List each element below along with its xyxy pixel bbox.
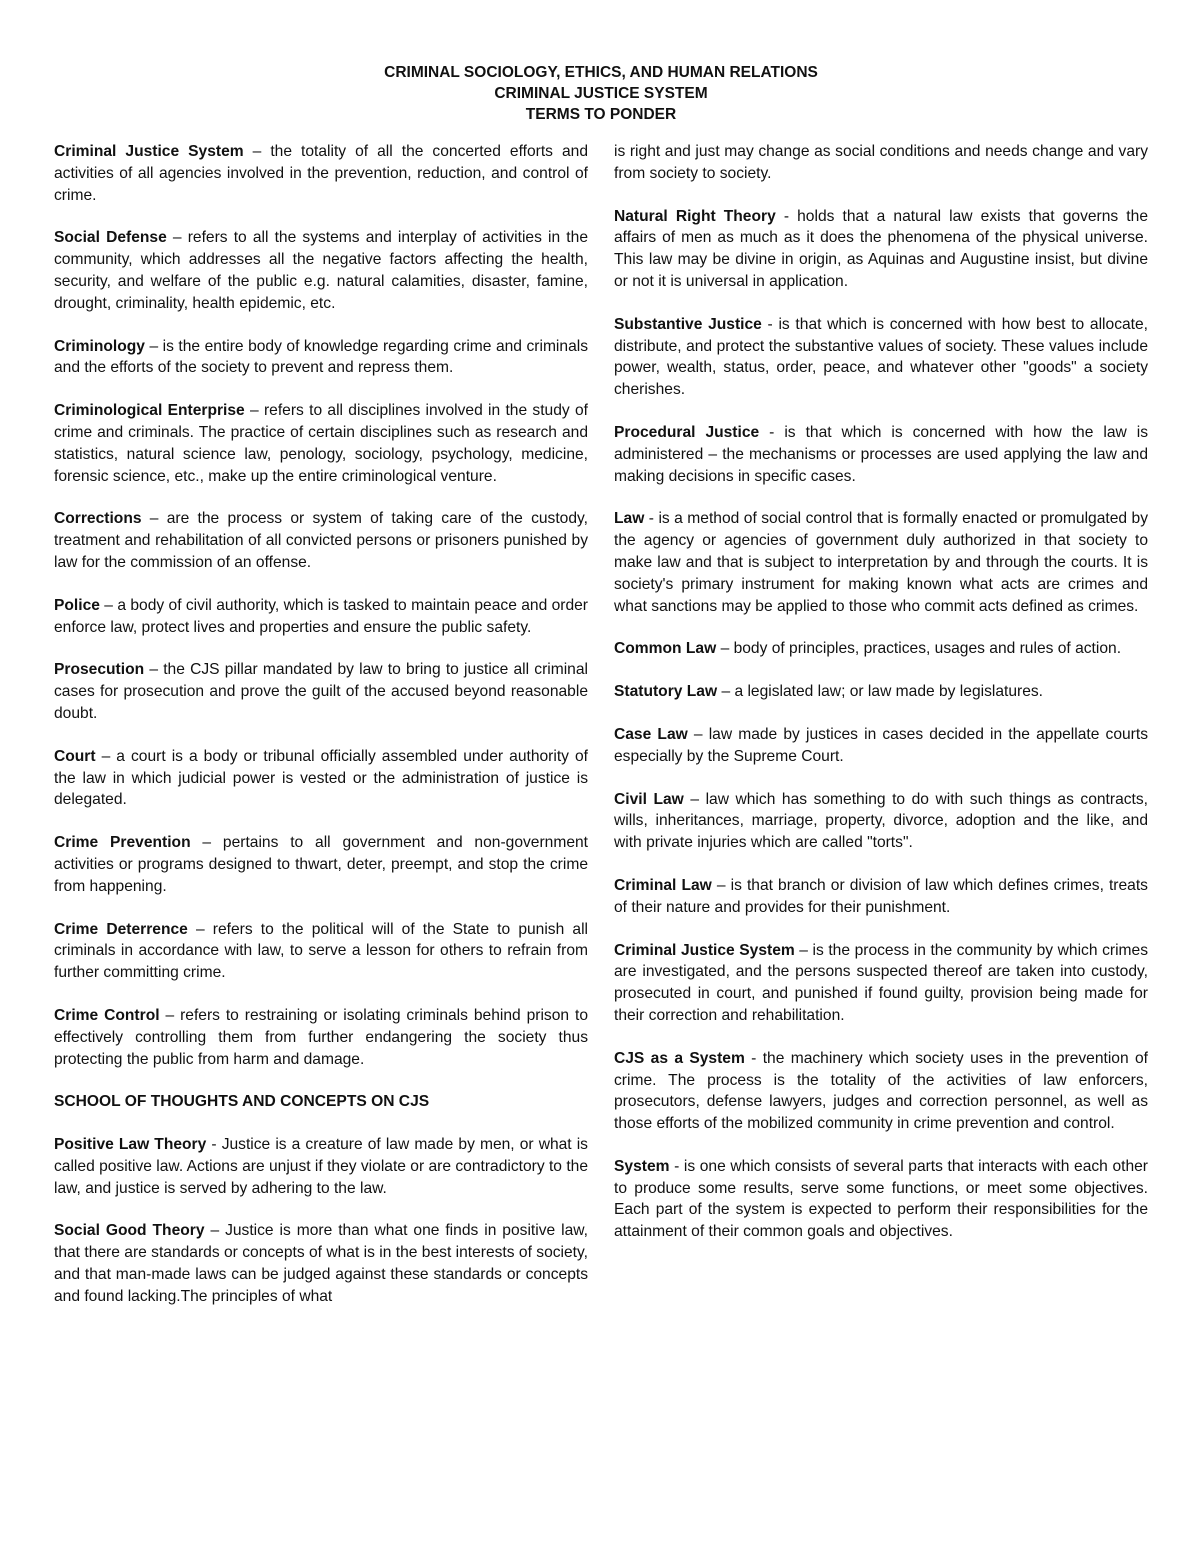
course-title: CRIMINAL SOCIOLOGY, ETHICS, AND HUMAN RELATIONS <box>384 64 818 81</box>
term-definition: - is that which is concerned with how best to allocate, distribute, and protect the substantive values of society. These values include power, wealth, status, order, peace, and whatever other "goods" a society cherishes. <box>614 315 1148 399</box>
definition-entry <box>614 206 1148 293</box>
term-name: Police <box>54 596 100 614</box>
term-name: Statutory Law <box>614 683 718 701</box>
definition-entry <box>54 595 588 639</box>
term-name: Social Good Theory <box>54 1222 205 1240</box>
term-name: Corrections <box>54 510 142 528</box>
term-name: Criminology <box>54 337 145 355</box>
definition-entry <box>54 141 588 206</box>
term-name: Social Defense <box>54 229 167 247</box>
term-definition: – a body of civil authority, which is tasked to maintain peace and order enforce law, protect lives and properties and ensure the public safety. <box>54 596 588 636</box>
term-name: Case Law <box>614 725 688 743</box>
definition-entry <box>614 422 1148 487</box>
definition-entry <box>54 1134 588 1199</box>
definition-entry <box>54 508 588 573</box>
term-definition: - is one which consists of several parts that interacts with each other to produce some results, serve some functions, or meet some objectives. Each part of the system is expected to perform their responsibilities for the attainment of their common goals and objectives. <box>614 1157 1148 1241</box>
term-name: Crime Prevention <box>54 834 191 852</box>
document-header <box>54 62 1148 125</box>
term-definition: – the totality of all the concerted efforts and activities of all agencies involved in the prevention, reduction, and control of crime. <box>54 143 588 204</box>
term-name: Civil Law <box>614 790 684 808</box>
term-definition: – is the process in the community by which crimes are investigated, and the persons suspected thereof are taken into custody, prosecuted in court, and punished if found guilty, provision being made for their correction and rehabilitation. <box>614 941 1148 1024</box>
term-definition: – refers to all the systems and interplay of activities in the community, which addresses all the negative factors affecting the health, security, and welfare of the public e.g. natural calamities, disaster, famine, drought, criminality, health epidemic, etc. <box>54 229 588 312</box>
definition-entry <box>614 875 1148 919</box>
term-definition: – pertains to all government and non-government activities or programs designed to thwart, deter, preempt, and stop the crime from happening. <box>54 834 588 895</box>
term-definition: – the CJS pillar mandated by law to bring to justice all criminal cases for prosecution and prove the guilt of the accused beyond reasonable doubt. <box>54 661 588 722</box>
definition-entry <box>54 1220 588 1307</box>
term-definition: – a court is a body or tribunal officially assembled under authority of the law in which judicial power is vested or the administration of justice is delegated. <box>54 747 588 809</box>
term-name: Criminological Enterprise <box>54 402 245 420</box>
definition-entry <box>614 638 1148 660</box>
term-definition: – law which has something to do with such things as contracts, wills, inheritances, marriage, property, divorce, adoption and the like, and with private injuries which are called "torts". <box>614 790 1149 852</box>
definition-entry <box>614 314 1148 401</box>
section-heading: SCHOOL OF THOUGHTS AND CONCEPTS ON CJS <box>54 1093 430 1111</box>
term-definition: – Justice is more than what one finds in positive law, that there are standards or concepts of what is in the best interests of society, and that man-made laws can be judged against these standards or concepts and found lacking.The principles of what <box>54 1222 588 1305</box>
term-name: Criminal Justice System <box>54 143 244 160</box>
term-definition: - is that which is concerned with how the law is administered – the mechanisms or processes are used applying the law and making decisions in specific cases. <box>614 423 1148 485</box>
term-name: Positive Law Theory <box>54 1136 207 1154</box>
definition-entry <box>54 336 588 380</box>
definition-entry <box>54 919 588 984</box>
term-definition: – is the entire body of knowledge regarding crime and criminals and the efforts of the society to prevent and repress them. <box>54 337 588 377</box>
term-definition: – are the process or system of taking care of the custody, treatment and rehabilitation of all convicted persons or prisoners punished by law for the commission of an offense. <box>54 510 588 571</box>
left-column <box>54 141 588 1329</box>
term-name: Court <box>54 747 96 765</box>
term-name: CJS as a System <box>614 1049 745 1067</box>
term-name: Substantive Justice <box>614 315 762 333</box>
topic-title: CRIMINAL JUSTICE SYSTEM <box>494 85 708 102</box>
term-definition: - is a method of social control that is formally enacted or promulgated by the agency or agencies of government duly authorized in that society to make law and that is subject to interpretation by and through the courts. It is society's primary instrument for making known what acts are crimes and what sanctions may be applied to those who commit acts defined as crimes. <box>614 510 1148 615</box>
definition-entry <box>614 1048 1148 1135</box>
term-definition: - holds that a natural law exists that governs the affairs of men as much as it does the phenomena of the physical universe. This law may be divine in origin, as Aquinas and Augustine insist, but divine or not it is universal in application. <box>614 207 1148 290</box>
term-name: Crime Deterrence <box>54 920 188 938</box>
term-name: Criminal Law <box>614 876 712 894</box>
term-definition: - Justice is a creature of law made by men, or what is called positive law. Actions are unjust if they violate or are contradictory to the law, and justice is served by adhering to the law. <box>54 1136 588 1197</box>
term-definition: – is that branch or division of law which defines crimes, treats of their nature and provides for their punishment. <box>614 876 1148 916</box>
term-name: Crime Control <box>54 1006 160 1024</box>
definition-entry <box>54 659 588 724</box>
term-name: Law <box>614 510 645 528</box>
right-column <box>614 141 1148 1329</box>
term-definition: – law made by justices in cases decided in the appellate courts especially by the Supreme Court. <box>614 725 1148 765</box>
definition-entry <box>614 724 1148 768</box>
section-title: TERMS TO PONDER <box>525 106 677 123</box>
definition-entry <box>54 832 588 897</box>
definition-entry <box>54 227 588 314</box>
definition-entry <box>54 400 588 487</box>
term-name: Natural Right Theory <box>614 207 776 225</box>
two-column-body <box>54 141 1148 1329</box>
term-name: Common Law <box>614 640 717 658</box>
term-name: Prosecution <box>54 661 145 679</box>
term-definition: – a legislated law; or law made by legislatures. <box>717 683 1044 701</box>
term-definition: - the machinery which society uses in the prevention of crime. The process is the totality of the activities of law enforcers, prosecutors, defense lawyers, judges and correction personnel, as well as those efforts of the mobilized community in crime prevention and control. <box>614 1049 1148 1133</box>
term-definition: – refers to all disciplines involved in the study of crime and criminals. The practice of certain disciplines such as research and statistics, natural science law, penology, sociology, psychology, medicine, forensic science, etc., make up the entire criminological venture. <box>54 402 588 485</box>
definition-entry <box>614 789 1148 854</box>
definition-entry <box>54 1005 588 1070</box>
definition-entry <box>614 1156 1148 1243</box>
term-definition: – refers to the political will of the State to punish all criminals in accordance with law, to serve a lesson for others to refrain from further committing crime. <box>54 920 589 982</box>
definition-entry <box>614 508 1148 617</box>
continued-paragraph: is right and just may change as social conditions and needs change and vary from society to society. <box>614 143 1148 182</box>
term-name: Procedural Justice <box>614 423 760 441</box>
term-definition: – refers to restraining or isolating criminals behind prison to effectively controlling them from further endangering the society thus protecting the public from harm and damage. <box>54 1006 588 1068</box>
definition-entry <box>614 940 1148 1027</box>
term-definition: – body of principles, practices, usages and rules of action. <box>716 640 1122 658</box>
term-name: Criminal Justice System <box>614 941 795 959</box>
definition-entry <box>54 746 588 811</box>
definition-entry <box>614 681 1148 703</box>
term-name: System <box>614 1157 670 1175</box>
